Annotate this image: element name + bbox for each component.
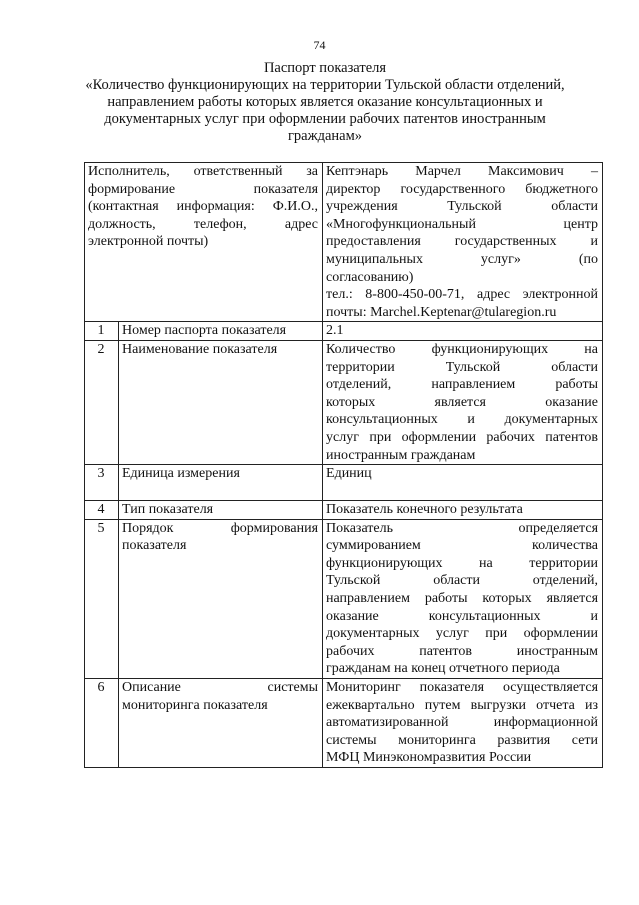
title-line: «Количество функционирующих на территории Тульской области отделений, xyxy=(85,77,565,93)
row-label-line: Единица измерения xyxy=(122,466,240,482)
row-label-line: Номер паспорта показателя xyxy=(122,323,287,339)
row-value xyxy=(323,322,603,341)
row-value-line: функционирующих на территории xyxy=(326,555,599,571)
row-label-line: мониторинга показателя xyxy=(122,697,268,713)
row-value-line: автоматизированной информационной xyxy=(326,715,599,731)
passport-table xyxy=(84,162,603,768)
table-row xyxy=(85,519,603,678)
row-label-line: Порядок формирования xyxy=(122,520,319,536)
executor-value-line: согласованию) xyxy=(326,269,414,285)
row-value-line: Тульской области отделений, xyxy=(326,573,599,589)
row-label xyxy=(119,340,323,464)
executor-value-line: тел.: 8-800-450-00-71, адрес электронной xyxy=(326,287,599,303)
executor-value-line: учреждения Тульской области xyxy=(326,199,599,215)
row-value-line: иностранным гражданам xyxy=(326,447,476,463)
row-value xyxy=(323,465,603,501)
row-value-line: гражданам на конец отчетного периода xyxy=(326,661,560,677)
row-value-line: услуг при оформлении рабочих патентов xyxy=(326,429,599,445)
executor-value-line: муниципальных услуг» (по xyxy=(326,251,599,267)
row-value xyxy=(323,679,603,768)
row-label xyxy=(119,465,323,501)
row-value-line: Количество функционирующих на xyxy=(326,341,599,357)
executor-value-line: Кептэнарь Марчел Максимович – xyxy=(326,164,599,179)
row-value-line: Единиц xyxy=(326,466,372,482)
row-value-line: направлением работы которых является xyxy=(326,591,599,607)
row-value-line: оказание консультационных и xyxy=(326,608,599,624)
row-number: 1 xyxy=(85,322,119,341)
row-value xyxy=(323,519,603,678)
page-number: 74 xyxy=(313,38,326,52)
executor-value-cell xyxy=(323,163,603,322)
row-value-line: которых является оказание xyxy=(326,394,599,410)
row-number: 3 xyxy=(85,465,119,501)
table-row-executor xyxy=(85,163,603,322)
title-line: направлением работы которых является оказание консультационных и xyxy=(107,94,543,110)
row-value-line: 2.1 xyxy=(326,323,344,339)
table-row xyxy=(85,501,603,520)
row-value-line: системы мониторинга развития сети xyxy=(326,732,599,748)
executor-value-line: предоставления государственных и xyxy=(326,234,599,250)
row-number: 4 xyxy=(85,501,119,520)
row-value-line: консультационных и документарных xyxy=(326,412,599,428)
row-value-line: Показатель определяется xyxy=(326,520,599,536)
row-value xyxy=(323,501,603,520)
row-label-line: Наименование показателя xyxy=(122,341,278,357)
title-heading: Паспорт показателя xyxy=(263,60,387,76)
row-number: 6 xyxy=(85,679,119,768)
table-row xyxy=(85,340,603,464)
executor-value-line: директор государственного бюджетного xyxy=(326,181,599,197)
executor-label-line: должность, телефон, адрес xyxy=(88,216,319,232)
row-value-line: Показатель конечного результата xyxy=(326,502,523,518)
row-label-line: Описание системы xyxy=(122,680,319,696)
row-value-line: МФЦ Минэкономразвития России xyxy=(326,750,532,766)
row-value-line: суммированием количества xyxy=(326,538,599,554)
executor-label-line: формирование показателя xyxy=(88,181,319,197)
row-value-line: рабочих патентов иностранным xyxy=(326,643,599,659)
row-value-line: документарных услуг при оформлении xyxy=(326,626,599,642)
executor-label-line: Исполнитель, ответственный за xyxy=(88,164,319,179)
row-value-line: отделений, направлением работы xyxy=(326,377,599,393)
executor-label-line: электронной почты) xyxy=(88,234,209,250)
row-label xyxy=(119,322,323,341)
row-value xyxy=(323,340,603,464)
row-label xyxy=(119,519,323,678)
table-row xyxy=(85,322,603,341)
title-line: гражданам» xyxy=(287,128,363,144)
title-line: документарных услуг при оформлении рабочих патентов иностранным xyxy=(104,111,546,127)
executor-value-line: почты: Marchel.Keptenar@tularegion.ru xyxy=(326,304,557,320)
row-value-line: ежеквартально путем выгрузки отчета из xyxy=(326,697,599,713)
row-label-line: показателя xyxy=(122,538,187,554)
row-label xyxy=(119,679,323,768)
row-value-line: территории Тульской области xyxy=(326,359,599,375)
row-label-line: Тип показателя xyxy=(122,502,214,518)
row-value-line: Мониторинг показателя осуществляется xyxy=(326,680,599,696)
executor-label-cell xyxy=(85,163,323,322)
row-label xyxy=(119,501,323,520)
table-row xyxy=(85,465,603,501)
row-number: 5 xyxy=(85,519,119,678)
document-title xyxy=(60,60,590,145)
table-row xyxy=(85,679,603,768)
executor-label-line: (контактная информация: Ф.И.О., xyxy=(88,199,319,215)
row-number: 2 xyxy=(85,340,119,464)
executor-value-line: «Многофункциональный центр xyxy=(326,216,599,232)
